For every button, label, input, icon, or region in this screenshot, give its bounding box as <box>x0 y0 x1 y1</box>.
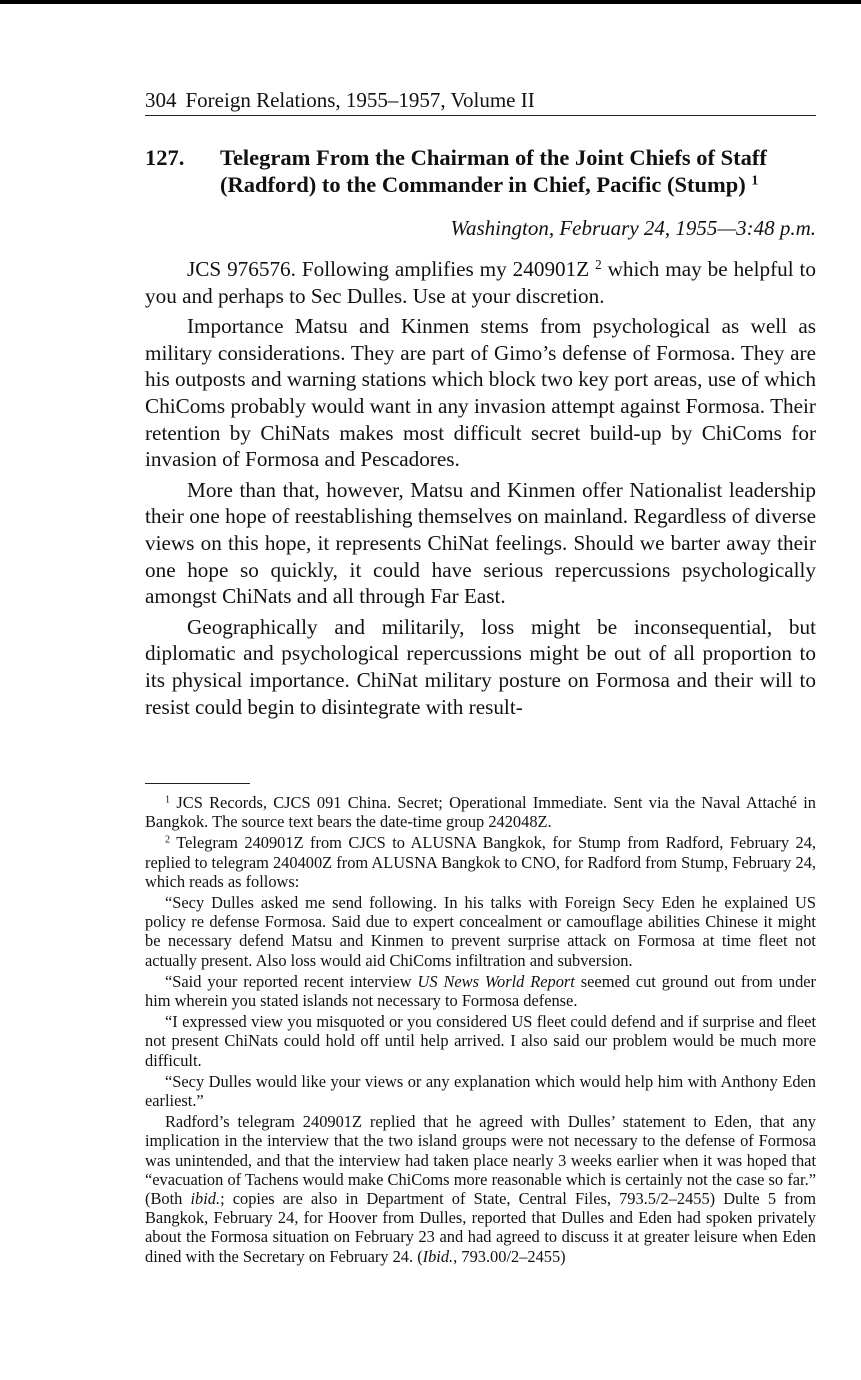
footnote-text: JCS Records, CJCS 091 China. Secret; Operational Immediate. Sent via the Naval Attaché in Bangkok. The source text bears the date-time group 242048Z. <box>145 793 816 832</box>
footnote <box>145 793 816 831</box>
page-number: 304 <box>145 88 177 112</box>
running-title: Foreign Relations, 1955–1957, Volume II <box>185 88 535 112</box>
paragraph-text: which may be helpful to you and perhaps to Sec Dulles. Use at your discretion. <box>145 257 817 308</box>
footnote-ref: 2 <box>595 256 602 272</box>
dateline: Washington, February 24, 1955—3:48 p.m. <box>450 216 816 240</box>
footnote-paragraph: Radford’s telegram 240901Z replied that he agreed with Dulles’ statement to Eden, that any implication in the interview that the two island groups were not necessary to the defense of Formosa was unintended, and that the interview had taken place nearly 3 weeks earlier when it was hoped that “evacuation of Tachens would make ChiComs more reasonable which is certainly not the case so far.” (Both ibid.; copies are also in Department of State, Central Files, 793.5/2–2455) Dulte 5 from Bangkok, February 24, for Hoover from Dulles, reported that Dulles and Eden had spoken privately about the Formosa situation on February 23 and had agreed to discuss it at greater leisure when Eden dined with the Secretary on February 24. (Ibid., 793.00/2–2455) <box>145 1112 816 1266</box>
paragraph <box>145 256 816 309</box>
footnote-number: 1 <box>165 794 171 806</box>
running-header <box>145 88 816 116</box>
title-footnote-ref: 1 <box>751 173 759 189</box>
footnote <box>145 833 816 891</box>
footnote-separator <box>145 783 250 784</box>
paragraph: Importance Matsu and Kinmen stems from psychological as well as military considerations. They are part of Gimo’s defense of Formosa. They are his outposts and warning stations which block two key port areas, use of which ChiComs probably would want in any invasion attempt against Formosa. Their retention by ChiNats makes most difficult secret build-up by ChiComs for invasion of Formosa and Pescadores. <box>145 314 816 472</box>
footnote-text: Telegram 240901Z from CJCS to ALUSNA Bangkok, for Stump from Radford, February 24, replied to telegram 240400Z from ALUSNA Bangkok to CNO, for Radford from Stump, February 24, which reads as follows: <box>145 833 816 891</box>
quoted-paragraph: “Said your reported recent interview US News World Report seemed cut ground out from under him wherein you stated islands not necessary to Formosa defense. <box>145 971 816 1011</box>
footnote-number: 2 <box>165 834 171 846</box>
telegram-body <box>145 256 816 724</box>
document-number: 127. <box>145 145 185 170</box>
quoted-paragraph: “I expressed view you misquoted or you considered US fleet could defend and if surprise and fleet not present ChiNats could hold off until help arrived. I also said our problem would be much more difficult. <box>145 1012 816 1070</box>
footnotes <box>145 793 816 1268</box>
document-title: Telegram From the Chairman of the Joint Chiefs of Staff (Radford) to the Commander in Chief, Pacific (Stump) <box>220 145 767 197</box>
document-heading <box>145 144 816 198</box>
paragraph: Geographically and militarily, loss might be inconsequential, but diplomatic and psychological repercussions might be out of all proportion to its physical importance. ChiNat military posture on Formosa and their will to resist could begin to disintegrate with result- <box>145 614 816 719</box>
top-border <box>0 0 861 4</box>
quoted-paragraph: “Secy Dulles would like your views or any explanation which would help him with Anthony Eden earliest.” <box>145 1071 816 1111</box>
paragraph-text: JCS 976576. Following amplifies my 240901Z <box>187 257 590 281</box>
paragraph: More than that, however, Matsu and Kinmen offer Nationalist leadership their one hope of reestablishing themselves on mainland. Regardless of diverse views on this hope, it represents ChiNat feelings. Should we barter away their one hope so quickly, it could have serious repercussions psychologically amongst ChiNats and all through Far East. <box>145 477 816 609</box>
quoted-paragraph: “Secy Dulles asked me send following. In his talks with Foreign Secy Eden he explained US policy re defense Formosa. Said due to expert concealment or camouflage abilities Chinese it might be necessary defend Matsu and Kinmen to prevent surprise attack on Formosa at time fleet not actually present. Also loss would aid ChiComs infiltration and subversion. <box>145 893 816 970</box>
publication-title: US News World Report <box>417 971 575 991</box>
